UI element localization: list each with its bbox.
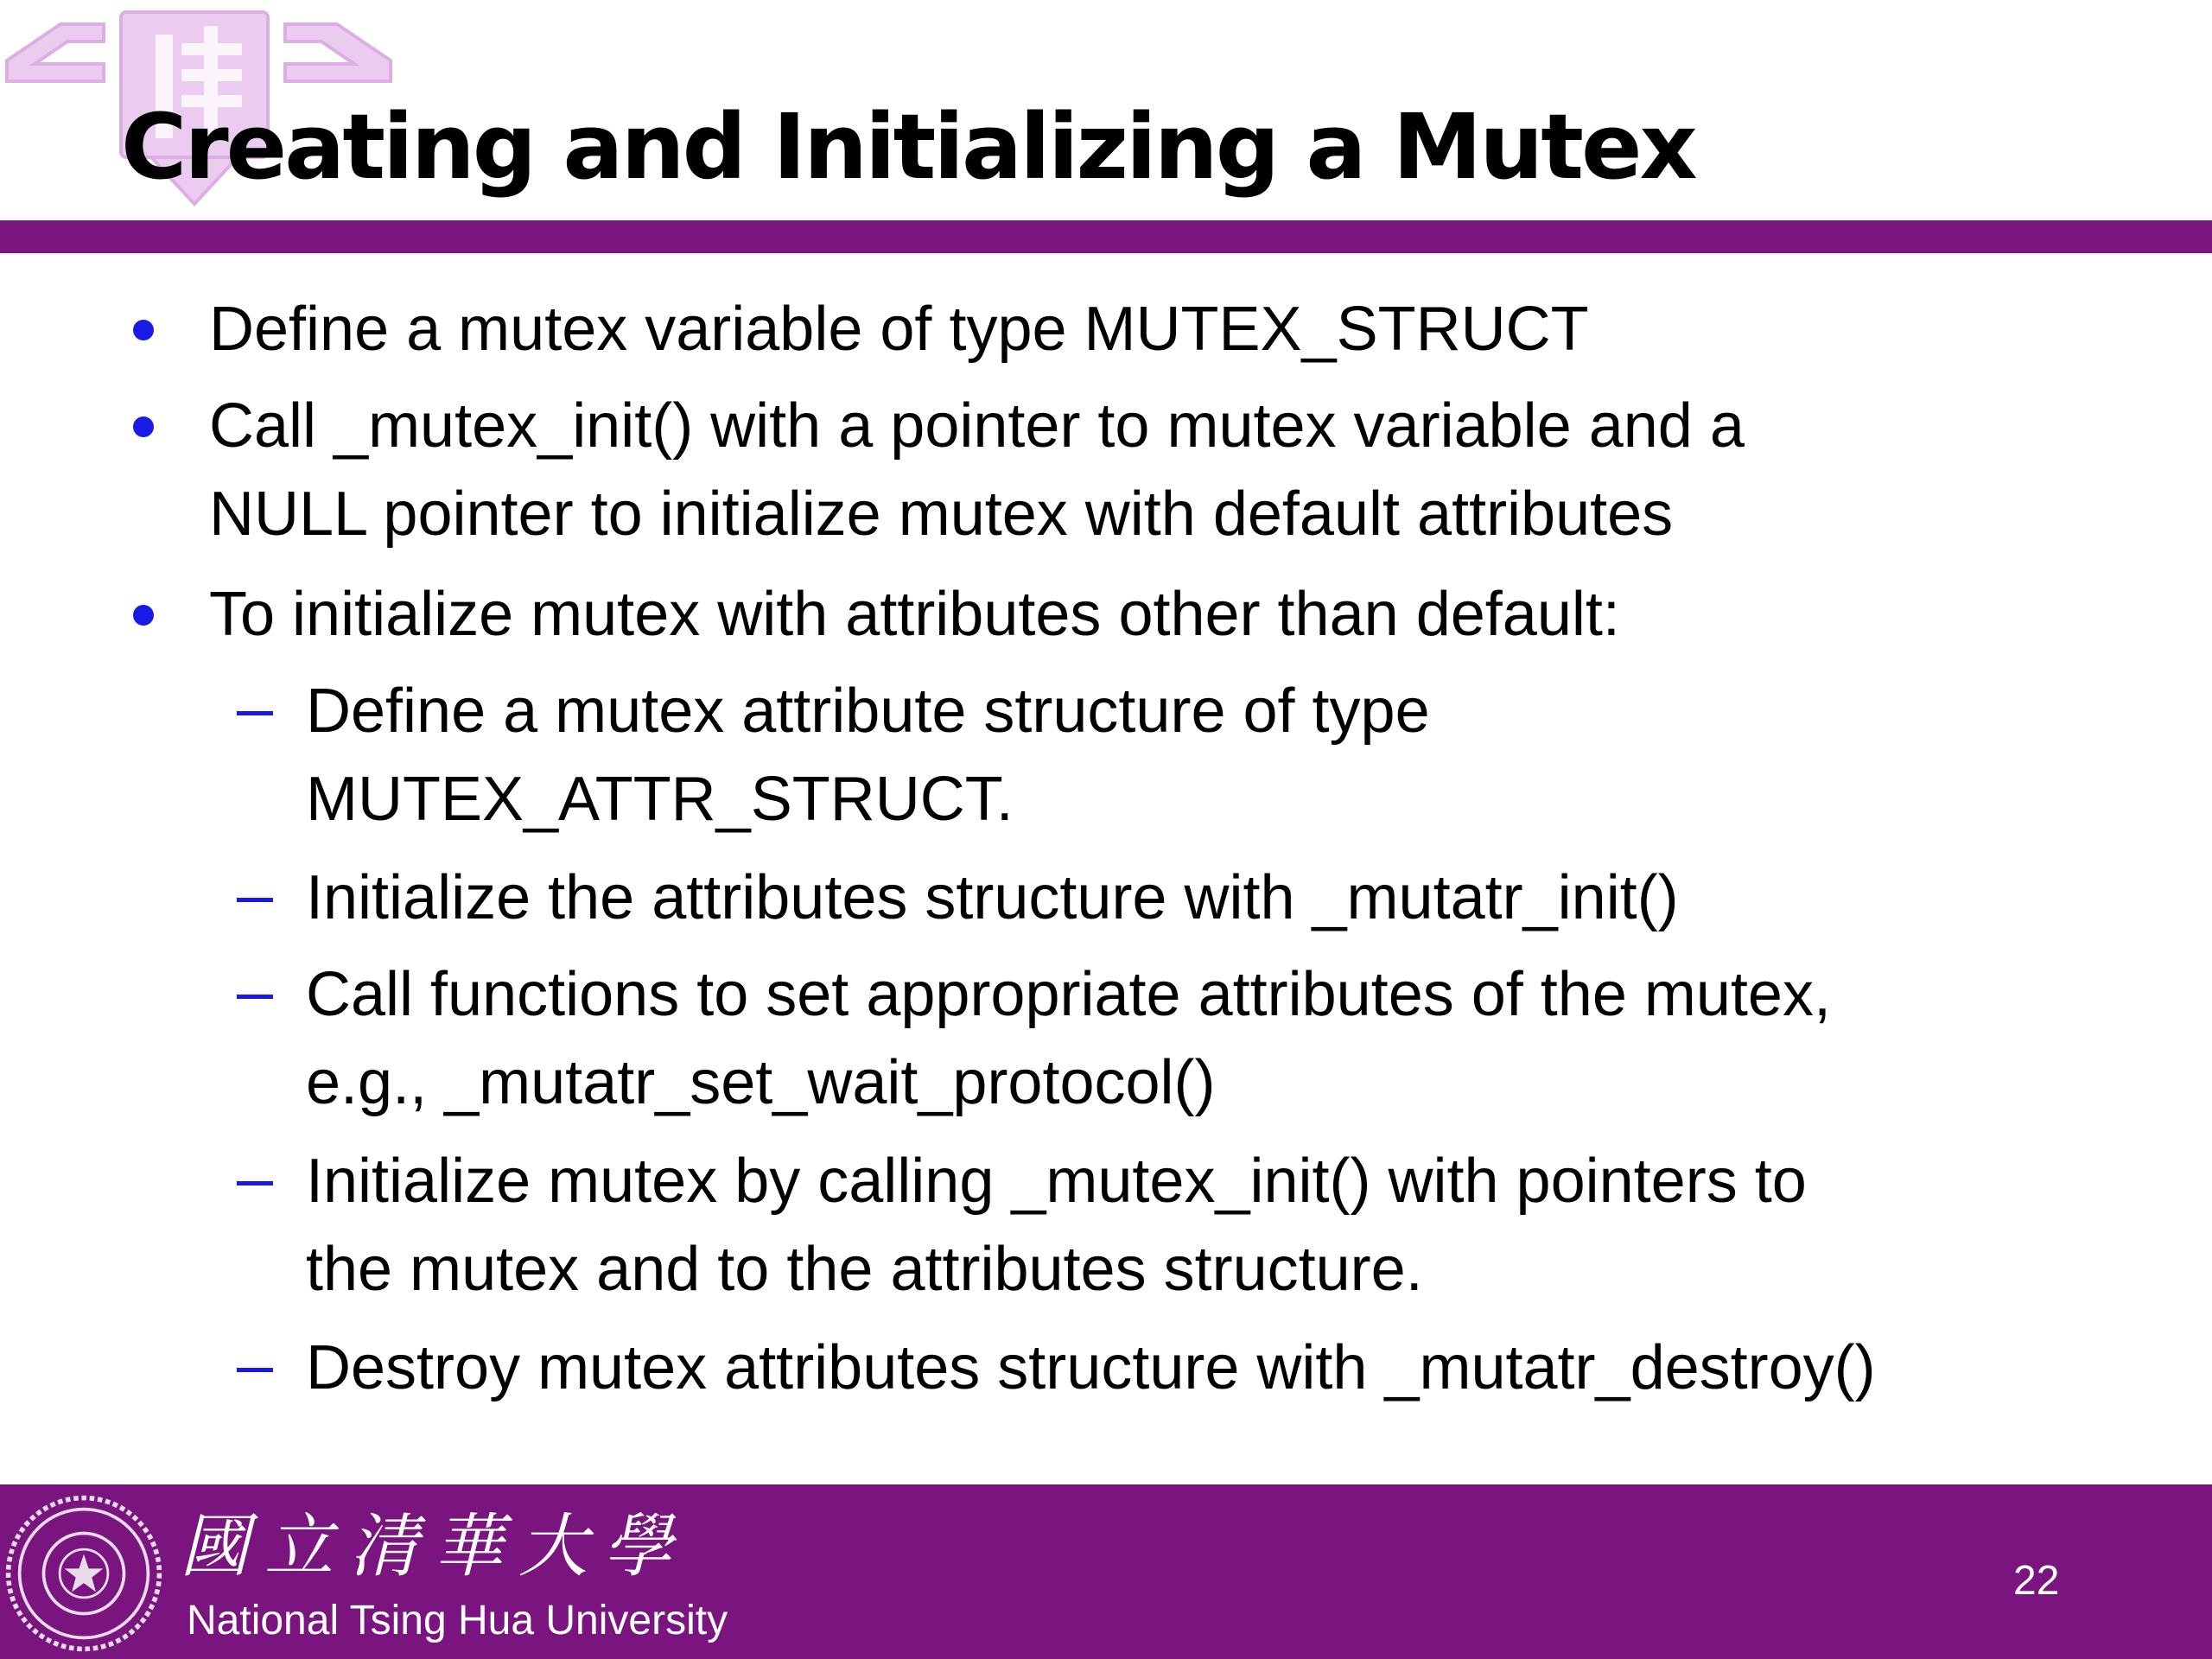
sub-bullet-line: Define a mutex attribute structure of type bbox=[306, 677, 1430, 746]
sub-bullet-line: MUTEX_ATTR_STRUCT. bbox=[306, 765, 1014, 834]
bullet-marker bbox=[133, 416, 154, 437]
sub-bullet-marker bbox=[237, 711, 273, 715]
sub-bullet-line: Destroy mutex attributes structure with _mutatr_destroy() bbox=[306, 1333, 1876, 1402]
sub-bullet-line: Call functions to set appropriate attributes of the mutex, bbox=[306, 960, 1831, 1029]
sub-bullet-line: Initialize mutex by calling _mutex_init() with pointers to bbox=[306, 1147, 1807, 1216]
bullet-marker bbox=[133, 605, 154, 626]
sub-bullet-line: e.g., _mutatr_set_wait_protocol() bbox=[306, 1048, 1216, 1117]
sub-bullet-line: Initialize the attributes structure with _mutatr_init() bbox=[306, 863, 1679, 932]
sub-bullet-line: the mutex and to the attributes structure. bbox=[306, 1235, 1423, 1304]
sub-bullet-marker bbox=[237, 995, 273, 999]
bullet-line: Define a mutex variable of type MUTEX_STRUCT bbox=[209, 295, 1589, 364]
bullet-line: To initialize mutex with attributes other than default: bbox=[209, 580, 1620, 649]
bullet-line: NULL pointer to initialize mutex with default attributes bbox=[209, 480, 1674, 549]
nthu-seal-icon bbox=[3, 1493, 164, 1654]
sub-bullet-marker bbox=[237, 898, 273, 902]
bullet-line: Call _mutex_init() with a pointer to mutex variable and a bbox=[209, 391, 1745, 461]
university-name-chinese: 國立清華大學 bbox=[180, 1506, 688, 1586]
slide-title: Creating and Initializing a Mutex bbox=[121, 94, 1695, 200]
sub-bullet-marker bbox=[237, 1368, 273, 1372]
page-number: 22 bbox=[2013, 1558, 2060, 1604]
bullet-marker bbox=[133, 320, 154, 340]
university-name-english: National Tsing Hua University bbox=[187, 1598, 728, 1643]
sub-bullet-marker bbox=[237, 1181, 273, 1185]
